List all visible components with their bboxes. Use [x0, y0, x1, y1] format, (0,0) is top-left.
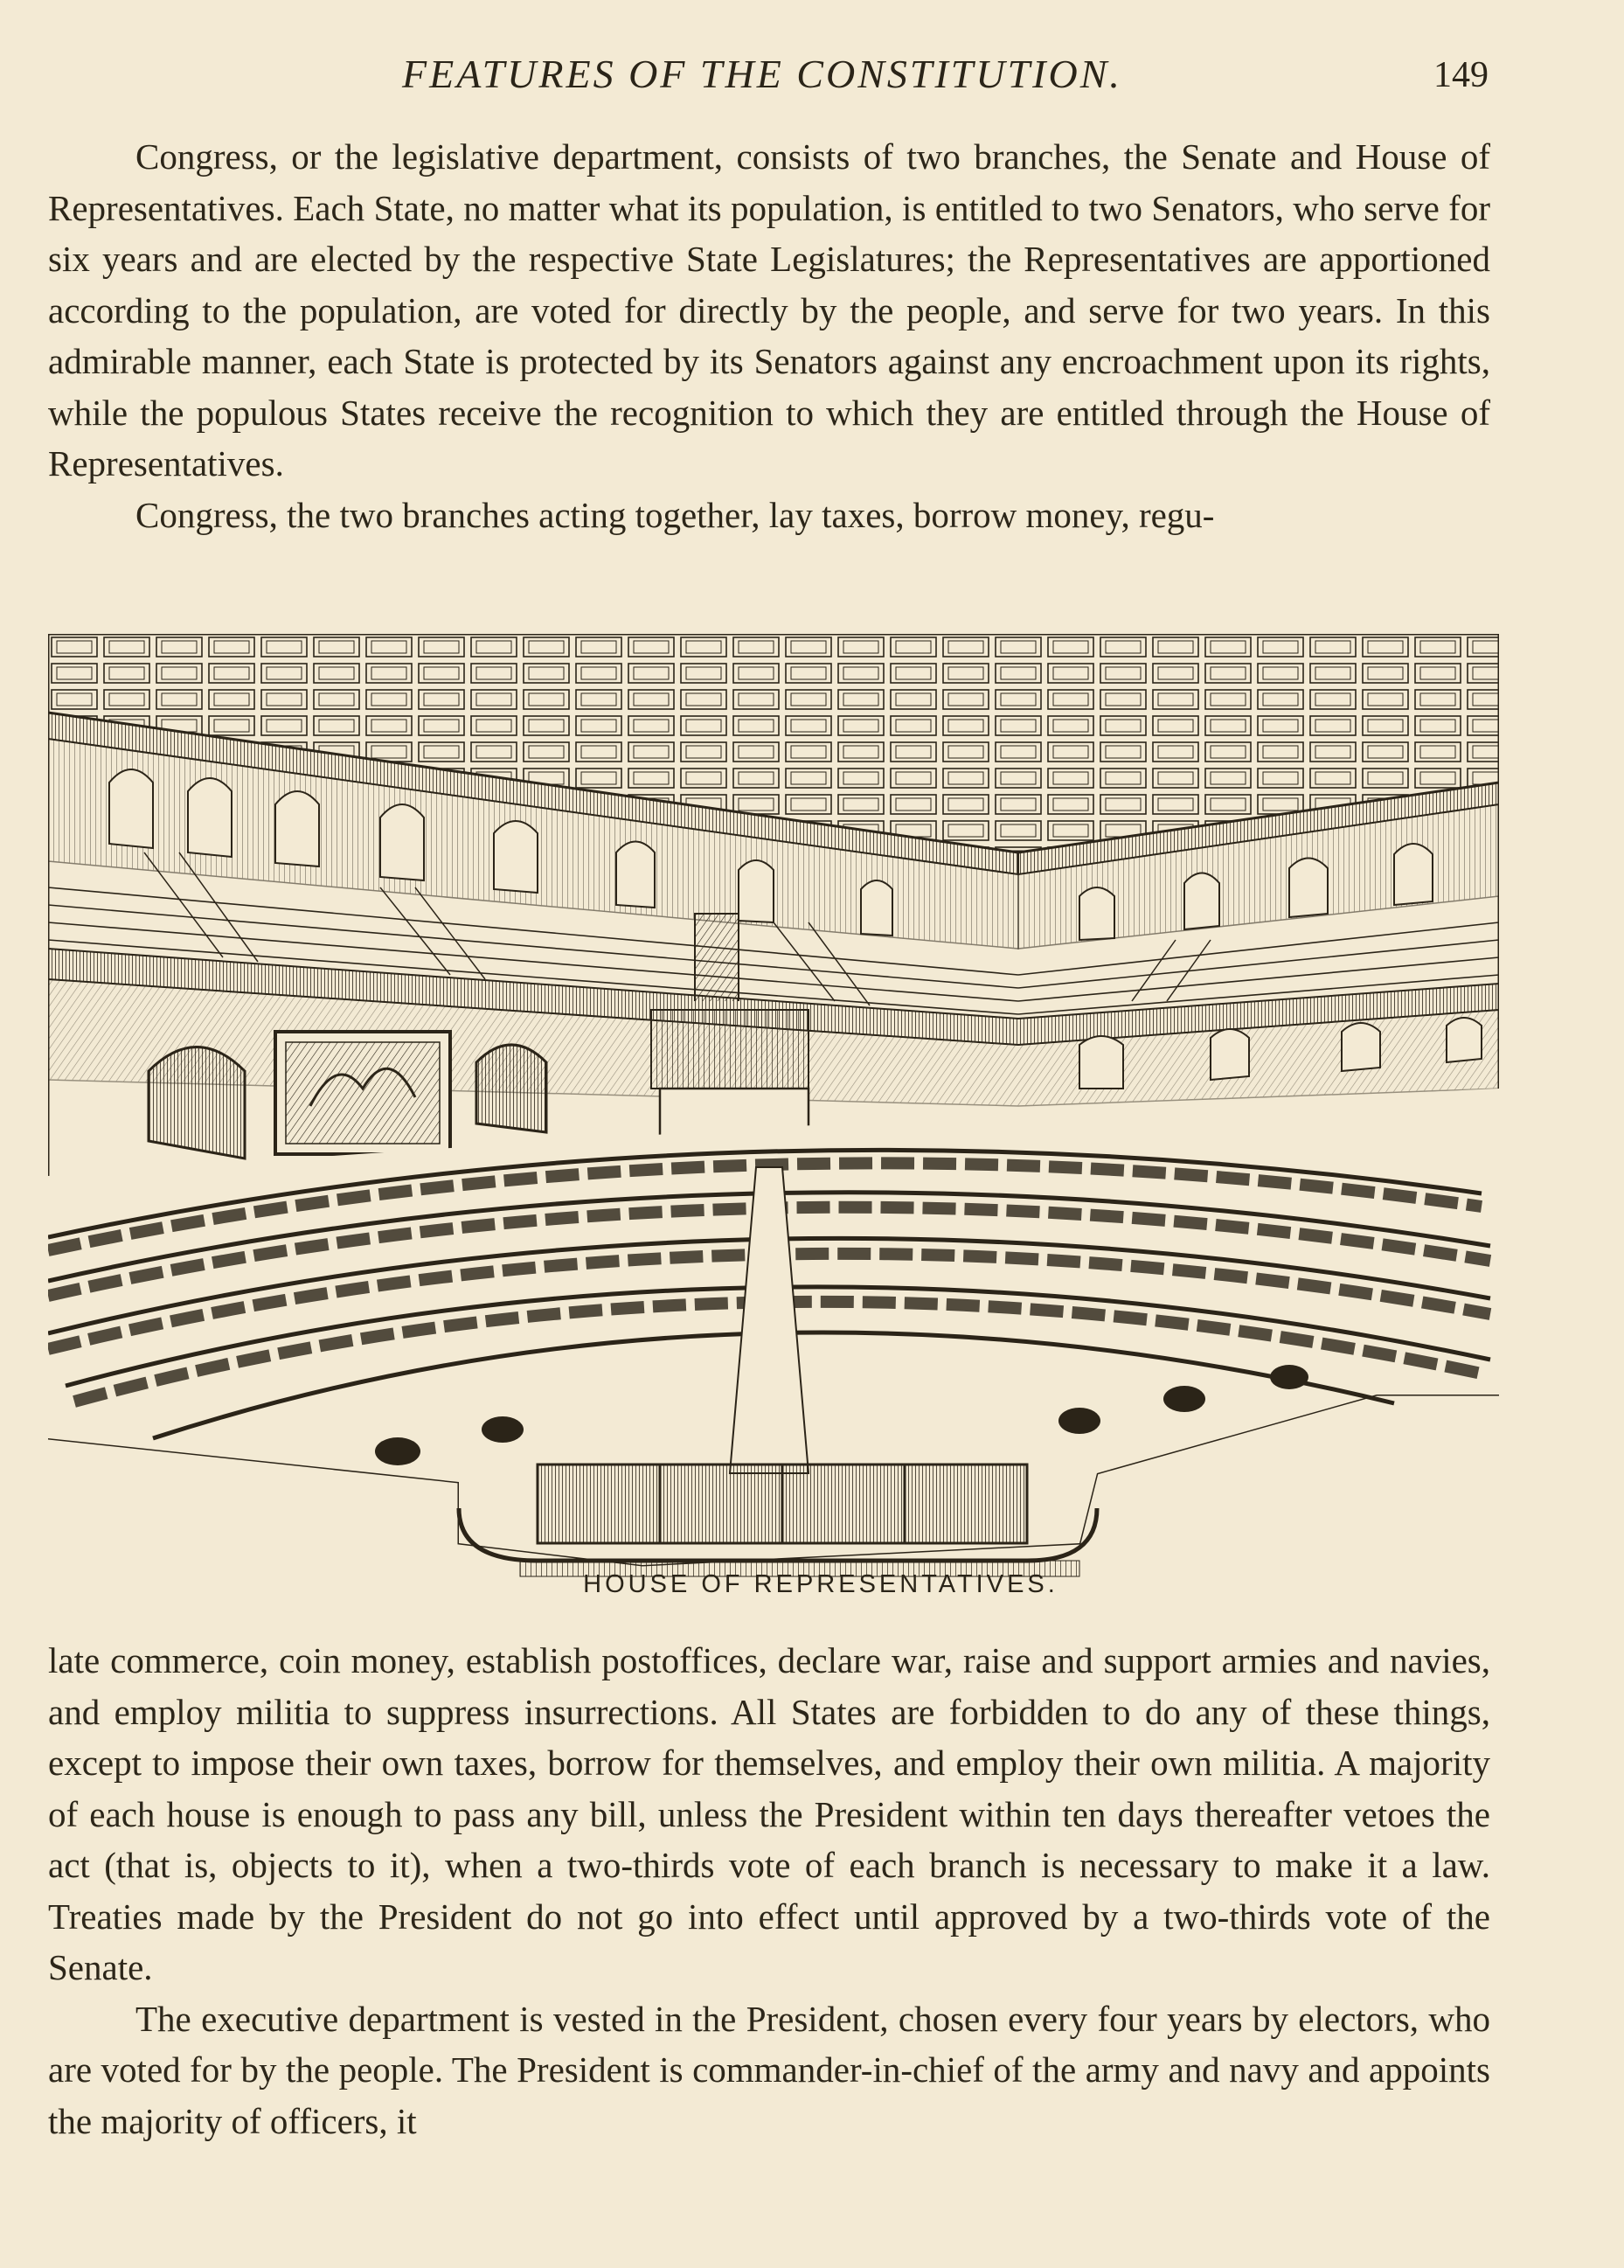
chamber-illustration: [48, 634, 1499, 1578]
paragraph: late commerce, coin money, establish postoffices, declare war, raise and support armies and navies, and employ militia to suppress insurrections. All States are forbidden to do any of these things, except to impose their own taxes, borrow for themselves, and employ their own militia. A majority of each house is enough to pass any bill, unless the President within ten days thereafter vetoes the act (that is, objects to it), when a two-thirds vote of each branch is necessary to make it a law. Treaties made by the President do not go into effect until approved by a two-thirds vote of the Senate.: [48, 1640, 1490, 1987]
page-number: 149: [1433, 55, 1489, 95]
text-block-bottom: [48, 1635, 1490, 2146]
running-title: FEATURES OF THE CONSTITUTION.: [402, 52, 1122, 96]
house-of-representatives-engraving: [48, 634, 1499, 1578]
paragraph: Congress, or the legislative department, consists of two branches, the Senate and House of Representatives. Each State, no matter what its population, is entitled to two Senators, who serve for six years and are elected by the respective State Legislatures; the Representatives are apportioned according to the population, are voted for directly by the people, and serve for two years. In this admirable manner, each State is protected by its Senators against any encroachment upon its rights, while the populous States receive the recognition to which they are entitled through the House of Representatives.: [48, 136, 1490, 484]
figure-caption: HOUSE OF REPRESENTATIVES.: [583, 1570, 1058, 1598]
paragraph: The executive department is vested in the President, chosen every four years by electors, who are voted for by the people. The President is commander-in-chief of the army and navy and appoints the majority of officers, it: [48, 1998, 1490, 2141]
text-block-top: [48, 131, 1490, 540]
paragraph: Congress, the two branches acting together, lay taxes, borrow money, regu-: [135, 494, 1215, 535]
